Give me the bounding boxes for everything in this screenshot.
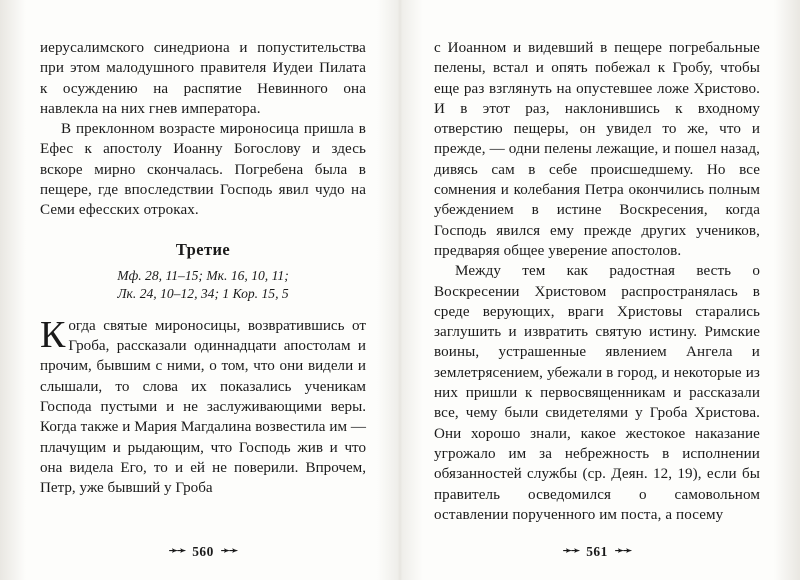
paragraph: с Иоанном и видевший в пещере погребальные пелены, встал и опять побежал к Гробу, чтобы еще раз взглянуть на опустевшее ложе Христово. И в этот раз, наклонившись к входному отверстию пещеры, он увидел то же, что и прежде, — одни пелены лежащие, и пошел назад, дивясь сам в себе происшедшему. Но все сомнения и колебания Петра окончились полным убеждением в истине Воскресения, когда Господь явился ему прежде других учеников, предваряя общее уверение апостолов. bbox=[434, 40, 760, 259]
right-page-text-column bbox=[434, 38, 760, 536]
scripture-references bbox=[40, 267, 366, 303]
paragraph-text: огда святые мироносицы, возвратившись от Гроба, рассказали одиннадцати апостолам и прочим, бывшим с ними, о том, что они видели и слышали, то слова их показались ученикам Господа пустыми и не заслуживающими веры. Когда также и Мария Магдалина возвестила им — плачущим и рыдающим, что Господь жив и что она видела Его, то и ей не поверили. Впрочем, Петр, уже бывший у Гроба bbox=[40, 317, 366, 497]
page-number-right bbox=[434, 536, 760, 560]
scripture-reference-line: Лк. 24, 10–12, 34; 1 Кор. 15, 5 bbox=[117, 285, 289, 301]
ornament-left-icon: ➛➛ bbox=[562, 545, 580, 557]
paragraph: Между тем как радостная весть о Воскресении Христовом распространялась в среде верующих, враги Христовы старались заглушить и извратить святую истину. Римские воины, устрашенные явлением Ангела и землетрясением, убежали в город, и некоторые из них пришли к первосвященникам и рассказали все, чему были свидетелями у Гроба Христова. Они хорошо знали, какое жестокое наказание угрожало им за небрежность в исполнении обязанностей службы (ср. Деян. 12, 19), если бы правитель осведомился о самовольном оставлении порученного им поста, а посему bbox=[434, 263, 760, 523]
drop-cap: К bbox=[40, 313, 66, 356]
scripture-reference-line: Мф. 28, 11–15; Мк. 16, 10, 11; bbox=[117, 267, 289, 283]
page-number-value: 561 bbox=[586, 544, 608, 559]
ornament-right-icon: ➛➛ bbox=[614, 545, 632, 557]
section-heading: Третие bbox=[175, 239, 231, 259]
right-page bbox=[400, 0, 800, 580]
ornament-right-icon: ➛➛ bbox=[220, 545, 238, 557]
paragraph-with-dropcap bbox=[40, 313, 366, 499]
page-number-left bbox=[40, 536, 366, 560]
page-number-value: 560 bbox=[192, 544, 214, 559]
ornament-left-icon: ➛➛ bbox=[168, 545, 186, 557]
left-page-text-column bbox=[40, 38, 366, 536]
paragraph: иерусалимского синедриона и попустительства при этом малодушного правителя Иудеи Пилата к осуждению на распятие Невинного она навлекла на них гнев императора. bbox=[40, 40, 366, 117]
paragraph: В преклонном возрасте мироносица пришла в Ефес к апостолу Иоанну Богослову и здесь вскоре мирно скончалась. Погребена была в пещере, где впоследствии Господь явил чудо на Семи ефесских отроках. bbox=[40, 121, 366, 219]
